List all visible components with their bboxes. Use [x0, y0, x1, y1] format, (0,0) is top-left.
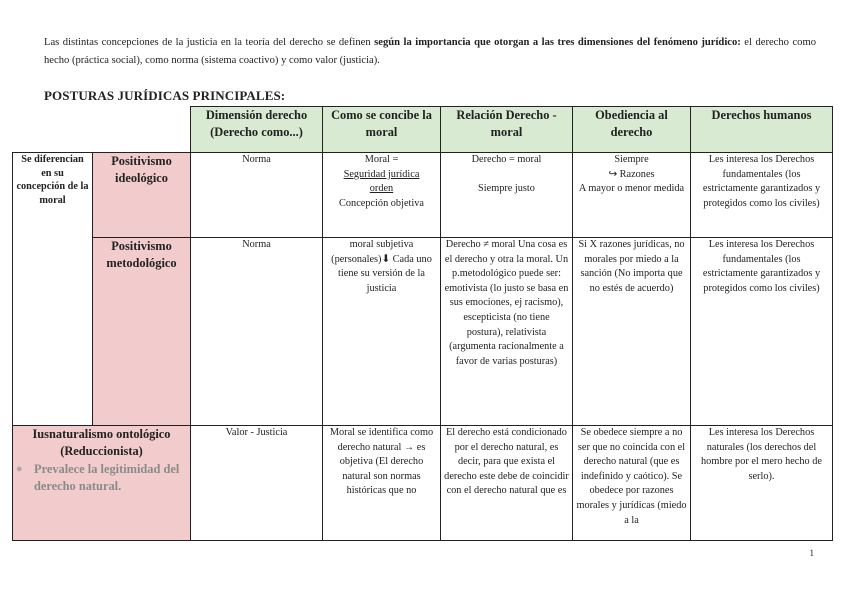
iusnaturalismo-bullet [16, 461, 187, 495]
cell-moral [323, 153, 441, 238]
intro-text-bold: según la importancia que otorgan a las tres dimensiones del fenómeno jurídico: [374, 37, 741, 48]
cell-moral-line: orden [369, 183, 394, 195]
side-label: Se diferencian en su concepción de la moral [13, 153, 93, 426]
cell-moral: moral subjetiva (personales)⬇ Cada uno tiene su versión de la justicia [323, 238, 441, 426]
cell-obediencia-line: ↪ Razones [608, 168, 655, 180]
postures-table [12, 106, 833, 541]
cell-relacion-line: Derecho = moral [471, 154, 542, 165]
table-row [13, 426, 833, 541]
cell-obediencia: Si X razones jurídicas, no morales por miedo a la sanción (No importa que no estés de acuerdo) [573, 238, 691, 426]
cell-ddhh: Les interesa los Derechos fundamentales (los estrictamente garantizados y protegidos como los civiles) [691, 238, 833, 426]
bullet-icon: ● [16, 463, 23, 475]
row-name-positivismo-ideologico: Positivismo ideológico [93, 153, 191, 238]
cell-obediencia-line: A mayor o menor medida [578, 183, 685, 195]
cell-relacion-line: Siempre justo [478, 182, 535, 194]
header-obediencia: Obediencia al derecho [573, 107, 691, 153]
cell-relacion: Derecho ≠ moral Una cosa es el derecho y otra la moral. Un p.metodológico puede ser: emotivista (lo justo se basa en sus emociones, ej racismo), escepticista (no tiene postura), relativista (argumenta racionalmente a favor de varias posturas) [441, 238, 573, 426]
section-heading: POSTURAS JURÍDICAS PRINCIPALES: [44, 88, 286, 103]
intro-paragraph [44, 34, 816, 70]
cell-moral-line: Seguridad jurídica [343, 168, 420, 180]
iusnaturalismo-title: Iusnaturalismo ontológico (Reduccionista) [32, 427, 171, 458]
page-number: 1 [809, 548, 814, 558]
blank-corner [13, 107, 191, 153]
cell-obediencia: Se obedece siempre a no ser que no coincida con el derecho natural (que es indefinido y caótico). Se obedece por razones morales y jurídicas (miedo a la [573, 426, 691, 541]
cell-ddhh: Les interesa los Derechos fundamentales (los estrictamente garantizados y protegidos como los civiles) [691, 153, 833, 238]
cell-obediencia [573, 153, 691, 238]
header-dimension: Dimensión derecho (Derecho como...) [191, 107, 323, 153]
bullet-text: Prevalece la legitimidad del derecho natural. [34, 462, 180, 493]
row-name-iusnaturalismo [13, 426, 191, 541]
cell-relacion: El derecho está condicionado por el derecho natural, es decir, para que exista el derecho este debe de coincidir con el derecho natural que es [441, 426, 573, 541]
table-row [13, 153, 833, 238]
header-ddhh: Derechos humanos [691, 107, 833, 153]
cell-ddhh: Les interesa los Derechos naturales (los derechos del hombre por el mero hecho de serlo). [691, 426, 833, 541]
intro-text-2: el derecho como hecho (práctica social), como norma (sistema coactivo) y como valor (justicia). [44, 37, 817, 66]
intro-text-1: Las distintas concepciones de la justicia en la teoría del derecho se definen [44, 37, 375, 48]
header-moral: Como se concibe la moral [323, 107, 441, 153]
cell-obediencia-line: Siempre [614, 154, 649, 165]
cell-dimension: Norma [191, 153, 323, 238]
header-relacion: Relación Derecho - moral [441, 107, 573, 153]
cell-moral-line: Moral = [364, 154, 399, 165]
cell-moral: Moral se identifica como derecho natural → es objetiva (El derecho natural son normas históricas que no [323, 426, 441, 541]
cell-dimension: Valor - Justicia [191, 426, 323, 541]
cell-dimension: Norma [191, 238, 323, 426]
table-row [13, 238, 833, 426]
header-row [13, 107, 833, 153]
cell-relacion [441, 153, 573, 238]
cell-moral-line: Concepción objetiva [339, 197, 424, 209]
row-name-positivismo-metodologico: Positivismo metodológico [93, 238, 191, 426]
